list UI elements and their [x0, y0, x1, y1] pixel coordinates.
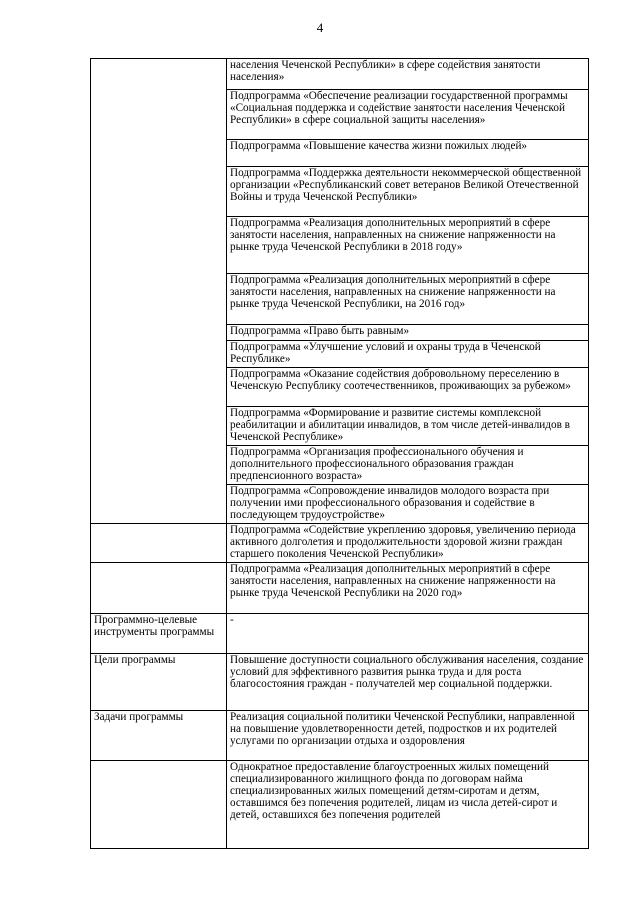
row-label: Задачи программы	[91, 711, 227, 761]
subprogram-cell: Подпрограмма «Реализация дополнительных мероприятий в сфере занятости населения, направленных на снижение напряженности на рынке труда Чеченской Республики в 2018 году»	[227, 217, 589, 274]
subprogram-cell: населения Чеченской Республики» в сфере содействия занятости населения»	[227, 59, 589, 90]
row-label: Цели программы	[91, 654, 227, 711]
table-row	[91, 654, 589, 711]
table-cell-empty	[91, 59, 227, 524]
subprogram-cell: Подпрограмма «Повышение качества жизни пожилых людей»	[227, 140, 589, 167]
subprogram-cell: Подпрограмма «Реализация дополнительных мероприятий в сфере занятости населения, направленных на снижение напряженности на рынке труда Чеченской Республики на 2020 год»	[227, 563, 589, 614]
table-row	[91, 761, 589, 849]
table-cell-empty	[91, 563, 227, 614]
row-label: Программно-целевые инструменты программы	[91, 614, 227, 654]
row-value: Повышение доступности социального обслуживания населения, создание условий для эффективного развития рынка труда и для роста благосостояния граждан - получателей мер социальной поддержки.	[227, 654, 589, 711]
subprogram-cell: Подпрограмма «Содействие укреплению здоровья, увеличению периода активного долголетия и продолжительности здоровой жизни граждан старшего поколения Чеченской Республики»	[227, 524, 589, 563]
table-cell-empty	[91, 524, 227, 563]
table-row	[91, 563, 589, 614]
subprogram-cell: Подпрограмма «Право быть равным»	[227, 325, 589, 341]
table-row	[91, 711, 589, 761]
subprogram-cell: Подпрограмма «Формирование и развитие системы комплексной реабилитации и абилитации инвалидов, в том числе детей-инвалидов в Чеченской Республике»	[227, 407, 589, 446]
subprogram-cell: Подпрограмма «Оказание содействия добровольному переселению в Чеченскую Республику соотечественников, проживающих за рубежом»	[227, 368, 589, 407]
subprogram-cell: Подпрограмма «Поддержка деятельности некоммерческой общественной организации «Республиканский совет ветеранов Великой Отечественной Войны и труда Чеченской Республики»	[227, 167, 589, 217]
row-value: -	[227, 614, 589, 654]
table-row	[91, 614, 589, 654]
subprogram-cell: Подпрограмма «Обеспечение реализации государственной программы «Социальная поддержка и содействие занятости населения Чеченской Республики» в сфере социальной защиты населения»	[227, 90, 589, 140]
program-passport-table	[90, 58, 589, 849]
table-row	[91, 59, 589, 90]
subprogram-cell: Подпрограмма «Реализация дополнительных мероприятий в сфере занятости населения, направленных на снижение напряженности на рынке труда Чеченской Республики, на 2016 год»	[227, 274, 589, 325]
subprogram-cell: Подпрограмма «Сопровождение инвалидов молодого возраста при получении ими профессионального образования и содействие в последующем трудоустройстве»	[227, 485, 589, 524]
table-cell-empty	[91, 761, 227, 849]
page-number: 4	[316, 20, 324, 35]
row-value: Реализация социальной политики Чеченской Республики, направленной на повышение удовлетворенности детей, подростков и их родителей услугами по организации отдыха и оздоровления	[227, 711, 589, 761]
subprogram-cell: Подпрограмма «Организация профессионального обучения и дополнительного профессионального образования граждан предпенсионного возраста»	[227, 446, 589, 485]
row-value: Однократное предоставление благоустроенных жилых помещений специализированного жилищного фонда по договорам найма специализированных жилых помещений детям-сиротам и детям, оставшимся без попечения родителей, лицам из числа детей-сирот и детей, оставшихся без попечения родителей	[227, 761, 589, 849]
subprogram-cell: Подпрограмма «Улучшение условий и охраны труда в Чеченской Республике»	[227, 341, 589, 368]
table-row	[91, 524, 589, 563]
